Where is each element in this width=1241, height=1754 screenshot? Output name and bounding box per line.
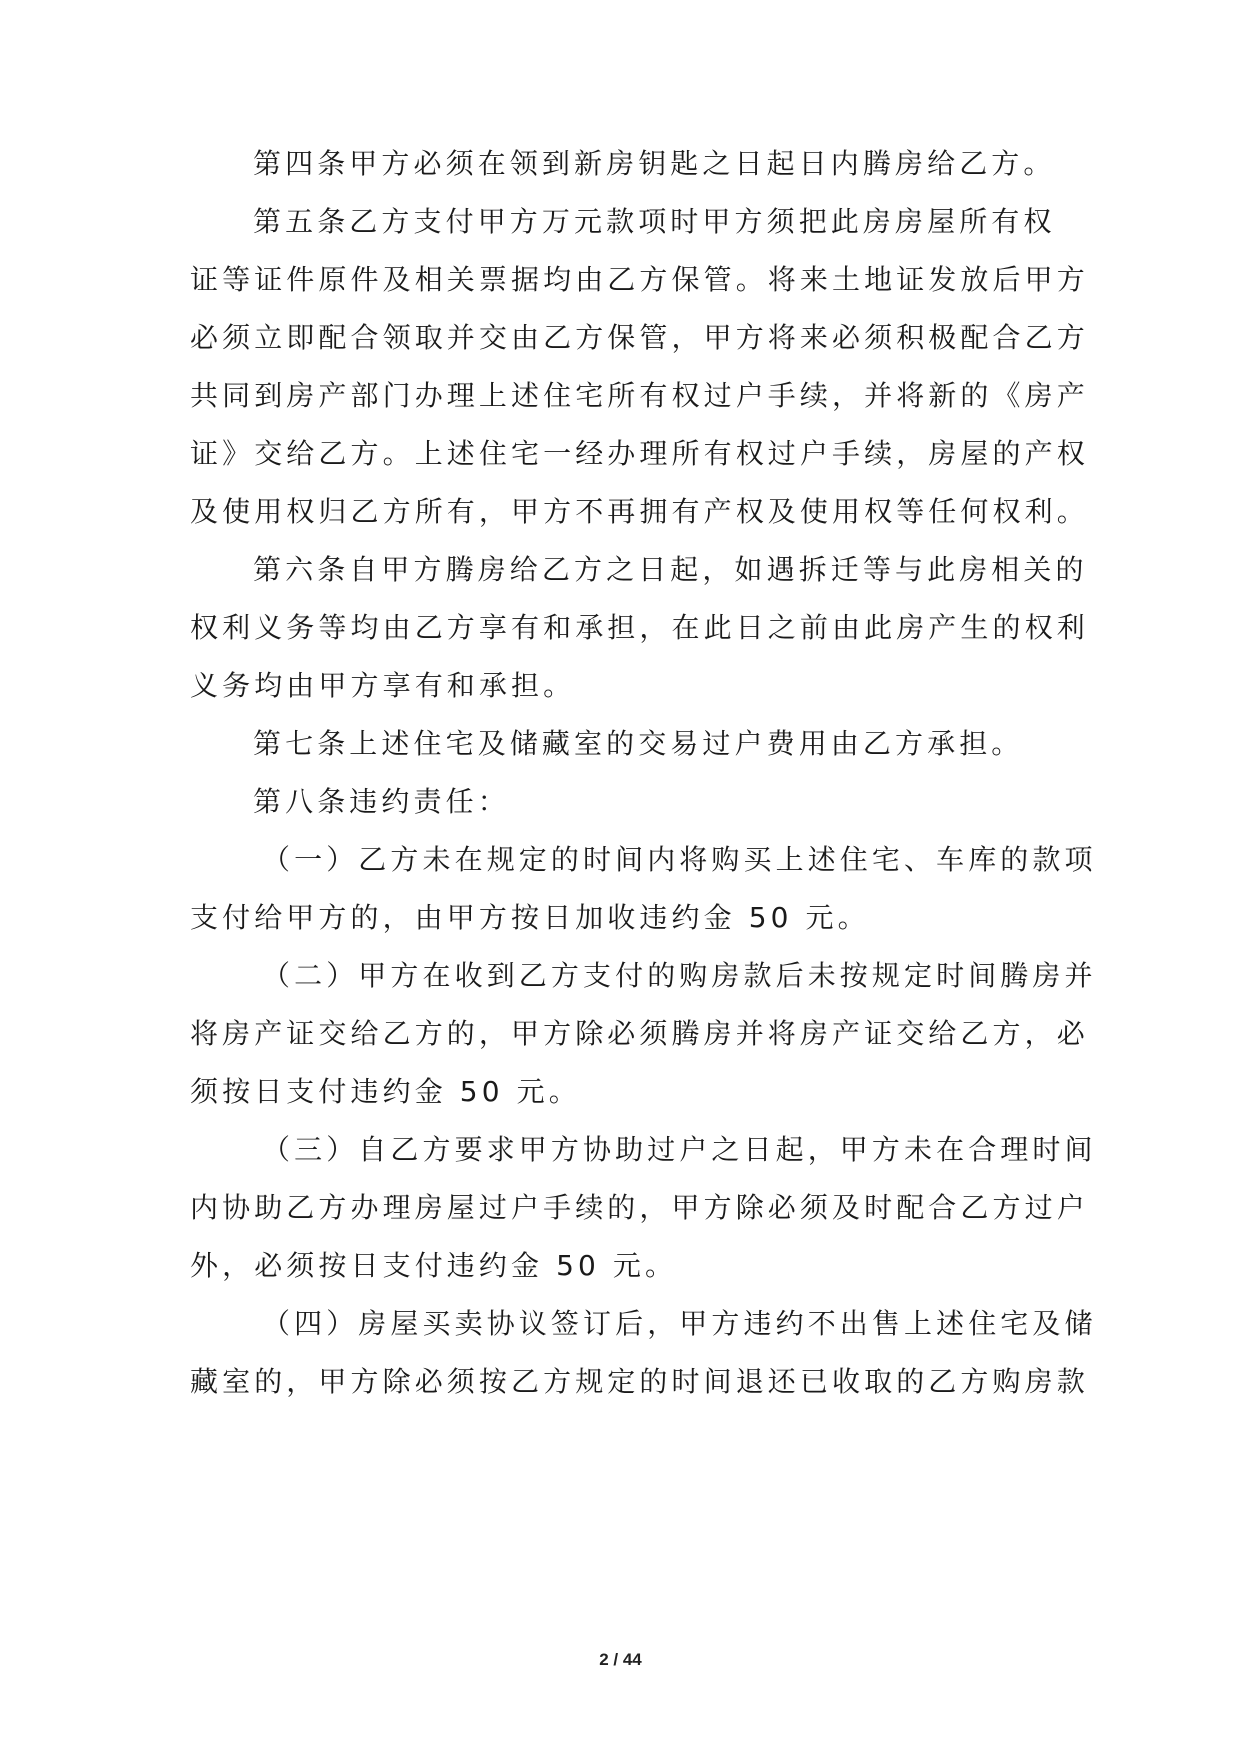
text-line: 义务均由甲方享有和承担。	[190, 669, 576, 702]
text-line: （四）房屋买卖协议签订后，甲方违约不出售上述住宅及储	[262, 1307, 1097, 1340]
text-line: 证等证件原件及相关票据均由乙方保管。将来土地证发放后甲方	[190, 263, 1089, 296]
text-line: 必须立即配合领取并交由乙方保管，甲方将来必须积极配合乙方	[190, 321, 1089, 354]
text-line: 第五条乙方支付甲方万元款项时甲方须把此房房屋所有权	[253, 205, 1056, 238]
text-line: 藏室的，甲方除必须按乙方规定的时间退还已收取的乙方购房款	[190, 1365, 1089, 1398]
text-line: 须按日支付违约金 50 元。	[190, 1075, 581, 1108]
text-line: 将房产证交给乙方的，甲方除必须腾房并将房产证交给乙方，必	[190, 1017, 1089, 1050]
text-line: 及使用权归乙方所有，甲方不再拥有产权及使用权等任何权利。	[190, 495, 1089, 528]
text-line: （三）自乙方要求甲方协助过户之日起，甲方未在合理时间	[262, 1133, 1097, 1166]
text-line: （二）甲方在收到乙方支付的购房款后未按规定时间腾房并	[262, 959, 1097, 992]
text-line: 第四条甲方必须在领到新房钥匙之日起日内腾房给乙方。	[253, 147, 1056, 180]
text-line: 外，必须按日支付违约金 50 元。	[190, 1249, 678, 1282]
text-line: 第六条自甲方腾房给乙方之日起，如遇拆迁等与此房相关的	[253, 553, 1088, 586]
text-line: （一）乙方未在规定的时间内将购买上述住宅、车库的款项	[262, 843, 1097, 876]
text-line: 第七条上述住宅及储藏室的交易过户费用由乙方承担。	[253, 727, 1024, 760]
text-line: 共同到房产部门办理上述住宅所有权过户手续，并将新的《房产	[190, 379, 1089, 412]
text-line: 权利义务等均由乙方享有和承担，在此日之前由此房产生的权利	[190, 611, 1089, 644]
page-number: 2 / 44	[599, 1650, 642, 1669]
text-line: 内协助乙方办理房屋过户手续的，甲方除必须及时配合乙方过户	[190, 1191, 1089, 1224]
text-line: 第八条违约责任：	[253, 785, 510, 818]
text-line: 支付给甲方的，由甲方按日加收违约金 50 元。	[190, 901, 870, 934]
text-line: 证》交给乙方。上述住宅一经办理所有权过户手续，房屋的产权	[190, 437, 1089, 470]
